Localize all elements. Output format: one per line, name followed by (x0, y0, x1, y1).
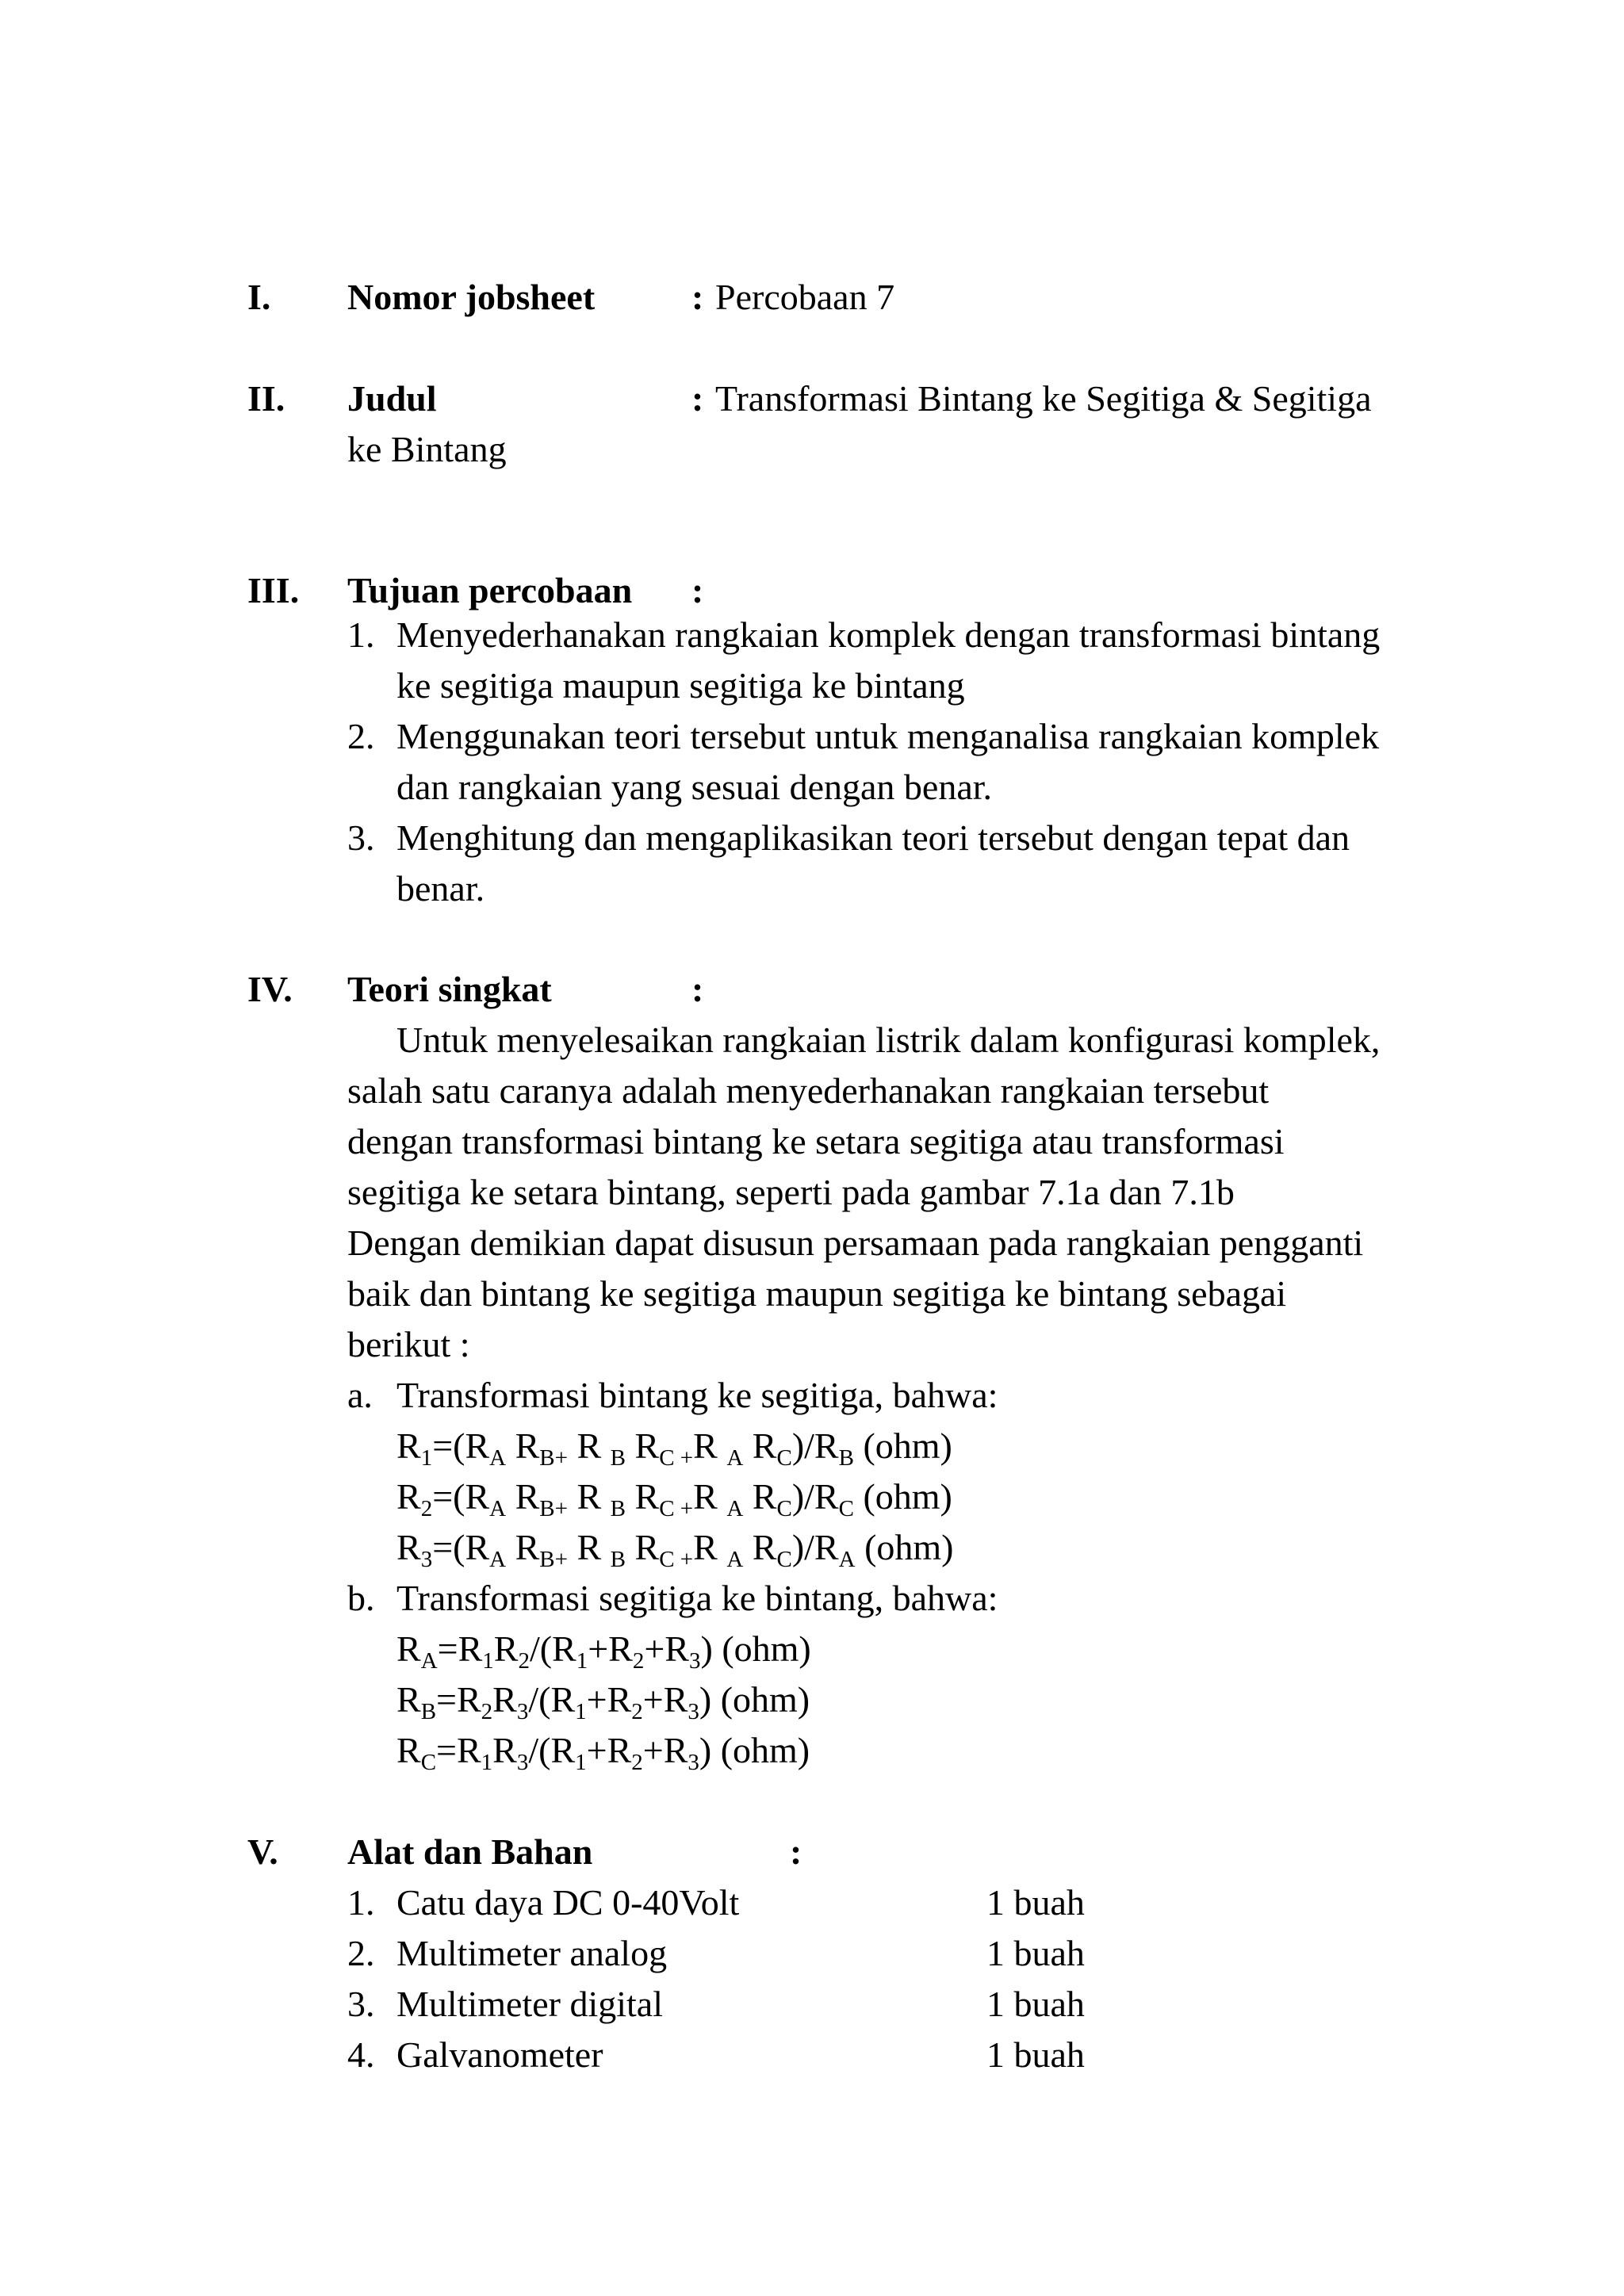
section-numeral-2: II. (247, 378, 285, 419)
theory-paragraph-line: Untuk menyelesaikan rangkaian listrik dalam konfigurasi komplek, (396, 1020, 1381, 1060)
objective-number: 1. (347, 614, 375, 655)
subsection-label-b: b. (347, 1578, 375, 1618)
equipment-number: 4. (347, 2034, 375, 2075)
formula-rc: $R_C=R_1R_3/(R_1+R_2+R_3)$ (ohm) (396, 1730, 810, 1775)
theory-paragraph-line: segitiga ke setara bintang, seperti pada gambar 7.1a dan 7.1b (347, 1172, 1235, 1212)
theory-paragraph-line: berikut : (347, 1324, 470, 1364)
title-line-2: ke Bintang (347, 429, 507, 469)
equipment-name: Multimeter digital (396, 1984, 663, 2024)
objective-text: dan rangkaian yang sesuai dengan benar. (396, 767, 993, 807)
section-colon-4: : (691, 969, 704, 1009)
section-heading-5: Alat dan Bahan (347, 1831, 593, 1872)
objective-text: benar. (396, 868, 485, 909)
objective-number: 2. (347, 716, 375, 756)
theory-paragraph-line: baik dan bintang ke segitiga maupun segitiga ke bintang sebagai (347, 1273, 1287, 1314)
formula-unit: (ohm) (720, 1730, 810, 1770)
section-heading-3: Tujuan percobaan (347, 570, 633, 610)
formula-unit: (ohm) (863, 1476, 952, 1517)
objective-number: 3. (347, 817, 375, 858)
objective-text: Menyederhanakan rangkaian komplek dengan transformasi bintang (396, 614, 1381, 655)
title-line-1: Transformasi Bintang ke Segitiga & Segitiga (715, 378, 1372, 419)
subsection-title-b: Transformasi segitiga ke bintang, bahwa: (396, 1578, 998, 1618)
theory-paragraph-line: dengan transformasi bintang ke setara segitiga atau transformasi (347, 1121, 1285, 1161)
equipment-qty: 1 buah (986, 2034, 1085, 2075)
equipment-number: 2. (347, 1933, 375, 1973)
section-heading-4: Teori singkat (347, 969, 552, 1009)
equipment-number: 3. (347, 1984, 375, 2024)
equipment-name: Multimeter analog (396, 1933, 668, 1973)
section-heading-1: Nomor jobsheet (347, 277, 596, 317)
equipment-name: Galvanometer (396, 2034, 603, 2075)
formula-r1: $R_1=(R_A$ $R_{B+}$ R $_B$ $R_{C +}R$ $_A$ $R_C)/R_B$ (ohm) (396, 1425, 952, 1471)
section-numeral-1: I. (247, 277, 271, 317)
objective-text: Menghitung dan mengaplikasikan teori tersebut dengan tepat dan (396, 817, 1350, 858)
equipment-qty: 1 buah (986, 1933, 1085, 1973)
equipment-name: Catu daya DC 0-40Volt (396, 1882, 740, 1923)
section-numeral-4: IV. (247, 969, 293, 1009)
objective-text: ke segitiga maupun segitiga ke bintang (396, 665, 965, 706)
section-heading-2: Judul (347, 378, 437, 419)
formula-unit: (ohm) (864, 1527, 954, 1567)
formula-ra: $R_A=R_1R_2/(R_1+R_2+R_3)$ (ohm) (396, 1628, 811, 1674)
section-colon-5: : (790, 1831, 802, 1872)
section-colon-1: : (691, 277, 704, 317)
formula-r3: $R_3=(R_A$ $R_{B+}$ R $_B$ $R_{C +}R$ $_A$ $R_C)/R_A$ (ohm) (396, 1527, 954, 1572)
theory-paragraph-line: Dengan demikian dapat disusun persamaan pada rangkaian pengganti (347, 1223, 1364, 1263)
jobsheet-number: Percobaan 7 (715, 277, 895, 317)
formula-unit: (ohm) (863, 1425, 952, 1466)
subsection-title-a: Transformasi bintang ke segitiga, bahwa: (396, 1375, 998, 1415)
equipment-qty: 1 buah (986, 1984, 1085, 2024)
formula-unit: (ohm) (720, 1679, 810, 1720)
formula-r2: $R_2=(R_A$ $R_{B+}$ R $_B$ $R_{C +}R$ $_A$ $R_C)/R_C$ (ohm) (396, 1476, 952, 1521)
section-colon-3: : (691, 570, 704, 610)
theory-paragraph-line: salah satu caranya adalah menyederhanakan rangkaian tersebut (347, 1070, 1270, 1111)
formula-unit: (ohm) (722, 1628, 811, 1669)
formula-rb: $R_B=R_2R_3/(R_1+R_2+R_3)$ (ohm) (396, 1679, 810, 1724)
subsection-label-a: a. (347, 1375, 373, 1415)
equipment-number: 1. (347, 1882, 375, 1923)
section-numeral-5: V. (247, 1831, 278, 1872)
section-colon-2: : (691, 378, 704, 419)
objective-text: Menggunakan teori tersebut untuk menganalisa rangkaian komplek (396, 716, 1380, 756)
equipment-qty: 1 buah (986, 1882, 1085, 1923)
section-numeral-3: III. (247, 570, 300, 610)
